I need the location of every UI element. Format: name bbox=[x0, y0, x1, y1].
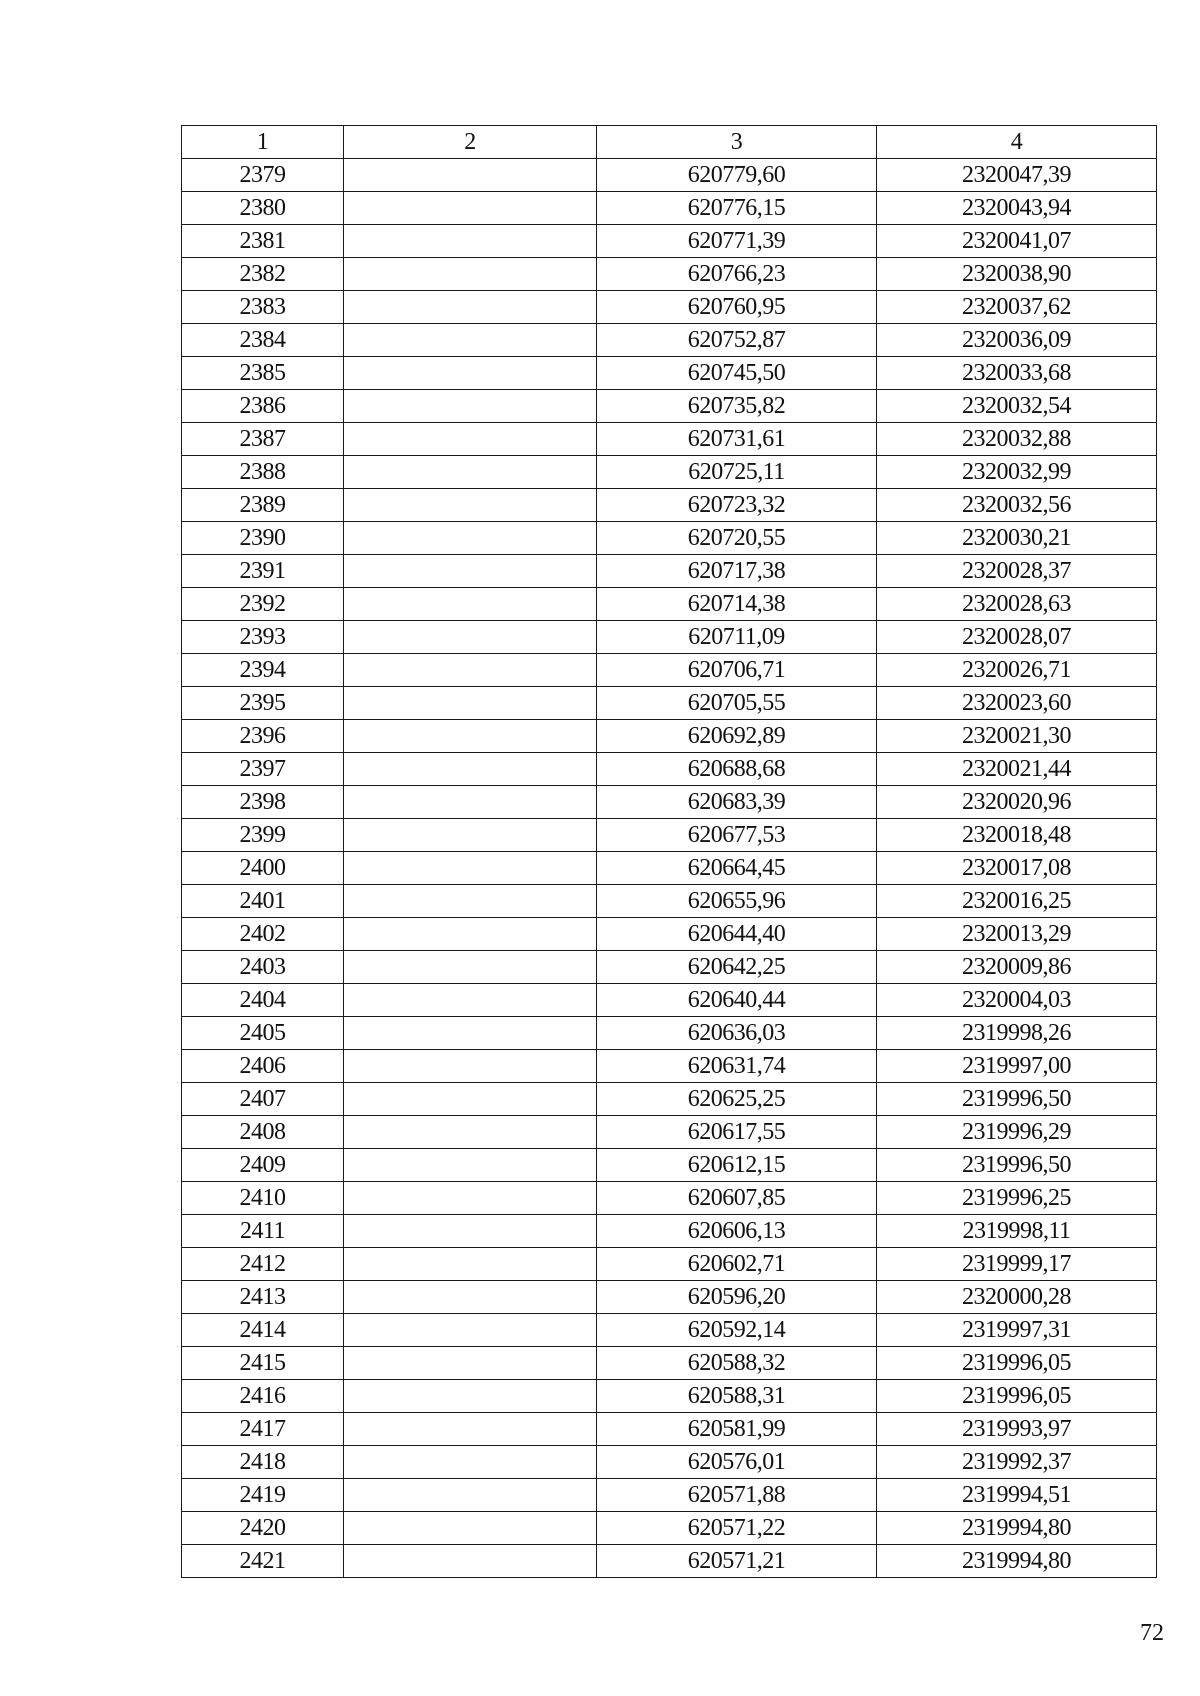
y-coordinate-cell: 2320004,03 bbox=[877, 984, 1157, 1017]
description-cell bbox=[344, 654, 597, 687]
description-cell bbox=[344, 819, 597, 852]
point-number-cell: 2416 bbox=[182, 1380, 344, 1413]
description-cell bbox=[344, 357, 597, 390]
header-col-1: 1 bbox=[182, 126, 344, 159]
x-coordinate-cell: 620636,03 bbox=[597, 1017, 877, 1050]
description-cell bbox=[344, 1017, 597, 1050]
y-coordinate-cell: 2320017,08 bbox=[877, 852, 1157, 885]
x-coordinate-cell: 620602,71 bbox=[597, 1248, 877, 1281]
y-coordinate-cell: 2319997,31 bbox=[877, 1314, 1157, 1347]
description-cell bbox=[344, 423, 597, 456]
x-coordinate-cell: 620688,68 bbox=[597, 753, 877, 786]
x-coordinate-cell: 620771,39 bbox=[597, 225, 877, 258]
y-coordinate-cell: 2320030,21 bbox=[877, 522, 1157, 555]
x-coordinate-cell: 620612,15 bbox=[597, 1149, 877, 1182]
y-coordinate-cell: 2319996,50 bbox=[877, 1149, 1157, 1182]
y-coordinate-cell: 2319999,17 bbox=[877, 1248, 1157, 1281]
point-number-cell: 2406 bbox=[182, 1050, 344, 1083]
x-coordinate-cell: 620644,40 bbox=[597, 918, 877, 951]
table-row bbox=[182, 1479, 1157, 1512]
description-cell bbox=[344, 225, 597, 258]
x-coordinate-cell: 620720,55 bbox=[597, 522, 877, 555]
y-coordinate-cell: 2320041,07 bbox=[877, 225, 1157, 258]
description-cell bbox=[344, 522, 597, 555]
point-number-cell: 2385 bbox=[182, 357, 344, 390]
x-coordinate-cell: 620766,23 bbox=[597, 258, 877, 291]
page-number: 72 bbox=[1140, 1620, 1164, 1646]
point-number-cell: 2383 bbox=[182, 291, 344, 324]
description-cell bbox=[344, 1314, 597, 1347]
table-row bbox=[182, 1545, 1157, 1578]
table-row bbox=[182, 885, 1157, 918]
y-coordinate-cell: 2320016,25 bbox=[877, 885, 1157, 918]
point-number-cell: 2409 bbox=[182, 1149, 344, 1182]
description-cell bbox=[344, 1083, 597, 1116]
y-coordinate-cell: 2320026,71 bbox=[877, 654, 1157, 687]
point-number-cell: 2411 bbox=[182, 1215, 344, 1248]
description-cell bbox=[344, 258, 597, 291]
description-cell bbox=[344, 1281, 597, 1314]
description-cell bbox=[344, 984, 597, 1017]
description-cell bbox=[344, 1149, 597, 1182]
description-cell bbox=[344, 1446, 597, 1479]
table-row bbox=[182, 852, 1157, 885]
x-coordinate-cell: 620571,88 bbox=[597, 1479, 877, 1512]
header-col-2: 2 bbox=[344, 126, 597, 159]
description-cell bbox=[344, 621, 597, 654]
description-cell bbox=[344, 885, 597, 918]
y-coordinate-cell: 2320021,44 bbox=[877, 753, 1157, 786]
description-cell bbox=[344, 1215, 597, 1248]
y-coordinate-cell: 2319992,37 bbox=[877, 1446, 1157, 1479]
description-cell bbox=[344, 951, 597, 984]
description-cell bbox=[344, 324, 597, 357]
x-coordinate-cell: 620655,96 bbox=[597, 885, 877, 918]
table-row bbox=[182, 522, 1157, 555]
table-row bbox=[182, 159, 1157, 192]
x-coordinate-cell: 620588,32 bbox=[597, 1347, 877, 1380]
table-row bbox=[182, 1017, 1157, 1050]
point-number-cell: 2418 bbox=[182, 1446, 344, 1479]
x-coordinate-cell: 620752,87 bbox=[597, 324, 877, 357]
table-row bbox=[182, 1050, 1157, 1083]
table-row bbox=[182, 390, 1157, 423]
y-coordinate-cell: 2319994,80 bbox=[877, 1545, 1157, 1578]
table-row bbox=[182, 258, 1157, 291]
point-number-cell: 2412 bbox=[182, 1248, 344, 1281]
table-row bbox=[182, 918, 1157, 951]
y-coordinate-cell: 2320028,63 bbox=[877, 588, 1157, 621]
x-coordinate-cell: 620606,13 bbox=[597, 1215, 877, 1248]
table-row bbox=[182, 1413, 1157, 1446]
y-coordinate-cell: 2320047,39 bbox=[877, 159, 1157, 192]
table-row bbox=[182, 1512, 1157, 1545]
table-row bbox=[182, 423, 1157, 456]
x-coordinate-cell: 620725,11 bbox=[597, 456, 877, 489]
point-number-cell: 2410 bbox=[182, 1182, 344, 1215]
point-number-cell: 2391 bbox=[182, 555, 344, 588]
point-number-cell: 2381 bbox=[182, 225, 344, 258]
y-coordinate-cell: 2319996,29 bbox=[877, 1116, 1157, 1149]
y-coordinate-cell: 2319998,26 bbox=[877, 1017, 1157, 1050]
table-row bbox=[182, 786, 1157, 819]
table-row bbox=[182, 1380, 1157, 1413]
x-coordinate-cell: 620588,31 bbox=[597, 1380, 877, 1413]
table-row bbox=[182, 1083, 1157, 1116]
y-coordinate-cell: 2320043,94 bbox=[877, 192, 1157, 225]
x-coordinate-cell: 620677,53 bbox=[597, 819, 877, 852]
x-coordinate-cell: 620760,95 bbox=[597, 291, 877, 324]
x-coordinate-cell: 620731,61 bbox=[597, 423, 877, 456]
table-row bbox=[182, 720, 1157, 753]
x-coordinate-cell: 620607,85 bbox=[597, 1182, 877, 1215]
point-number-cell: 2400 bbox=[182, 852, 344, 885]
point-number-cell: 2408 bbox=[182, 1116, 344, 1149]
y-coordinate-cell: 2320036,09 bbox=[877, 324, 1157, 357]
y-coordinate-cell: 2319998,11 bbox=[877, 1215, 1157, 1248]
table-row bbox=[182, 1347, 1157, 1380]
description-cell bbox=[344, 1248, 597, 1281]
description-cell bbox=[344, 390, 597, 423]
description-cell bbox=[344, 1182, 597, 1215]
x-coordinate-cell: 620723,32 bbox=[597, 489, 877, 522]
table-row bbox=[182, 324, 1157, 357]
table-row bbox=[182, 1149, 1157, 1182]
table-body bbox=[182, 159, 1157, 1578]
table-row bbox=[182, 687, 1157, 720]
x-coordinate-cell: 620664,45 bbox=[597, 852, 877, 885]
y-coordinate-cell: 2319993,97 bbox=[877, 1413, 1157, 1446]
y-coordinate-cell: 2319996,25 bbox=[877, 1182, 1157, 1215]
point-number-cell: 2390 bbox=[182, 522, 344, 555]
y-coordinate-cell: 2320013,29 bbox=[877, 918, 1157, 951]
y-coordinate-cell: 2320020,96 bbox=[877, 786, 1157, 819]
x-coordinate-cell: 620571,21 bbox=[597, 1545, 877, 1578]
table-row bbox=[182, 555, 1157, 588]
header-col-4: 4 bbox=[877, 126, 1157, 159]
table-row bbox=[182, 621, 1157, 654]
x-coordinate-cell: 620706,71 bbox=[597, 654, 877, 687]
table-row bbox=[182, 654, 1157, 687]
y-coordinate-cell: 2320000,28 bbox=[877, 1281, 1157, 1314]
x-coordinate-cell: 620692,89 bbox=[597, 720, 877, 753]
x-coordinate-cell: 620640,44 bbox=[597, 984, 877, 1017]
y-coordinate-cell: 2320018,48 bbox=[877, 819, 1157, 852]
x-coordinate-cell: 620717,38 bbox=[597, 555, 877, 588]
point-number-cell: 2399 bbox=[182, 819, 344, 852]
point-number-cell: 2386 bbox=[182, 390, 344, 423]
table-row bbox=[182, 357, 1157, 390]
point-number-cell: 2404 bbox=[182, 984, 344, 1017]
description-cell bbox=[344, 720, 597, 753]
y-coordinate-cell: 2319996,05 bbox=[877, 1347, 1157, 1380]
y-coordinate-cell: 2319996,50 bbox=[877, 1083, 1157, 1116]
header-col-3: 3 bbox=[597, 126, 877, 159]
x-coordinate-cell: 620631,74 bbox=[597, 1050, 877, 1083]
table-row bbox=[182, 1116, 1157, 1149]
table-row bbox=[182, 951, 1157, 984]
x-coordinate-cell: 620596,20 bbox=[597, 1281, 877, 1314]
x-coordinate-cell: 620776,15 bbox=[597, 192, 877, 225]
y-coordinate-cell: 2320038,90 bbox=[877, 258, 1157, 291]
y-coordinate-cell: 2320032,54 bbox=[877, 390, 1157, 423]
point-number-cell: 2403 bbox=[182, 951, 344, 984]
table-row bbox=[182, 456, 1157, 489]
y-coordinate-cell: 2319994,51 bbox=[877, 1479, 1157, 1512]
x-coordinate-cell: 620714,38 bbox=[597, 588, 877, 621]
description-cell bbox=[344, 456, 597, 489]
table-row bbox=[182, 1182, 1157, 1215]
x-coordinate-cell: 620705,55 bbox=[597, 687, 877, 720]
table-row bbox=[182, 192, 1157, 225]
point-number-cell: 2388 bbox=[182, 456, 344, 489]
y-coordinate-cell: 2320033,68 bbox=[877, 357, 1157, 390]
x-coordinate-cell: 620711,09 bbox=[597, 621, 877, 654]
description-cell bbox=[344, 918, 597, 951]
y-coordinate-cell: 2319997,00 bbox=[877, 1050, 1157, 1083]
point-number-cell: 2402 bbox=[182, 918, 344, 951]
table-header bbox=[182, 126, 1157, 159]
description-cell bbox=[344, 555, 597, 588]
point-number-cell: 2401 bbox=[182, 885, 344, 918]
description-cell bbox=[344, 786, 597, 819]
point-number-cell: 2395 bbox=[182, 687, 344, 720]
y-coordinate-cell: 2319994,80 bbox=[877, 1512, 1157, 1545]
table-row bbox=[182, 489, 1157, 522]
x-coordinate-cell: 620735,82 bbox=[597, 390, 877, 423]
x-coordinate-cell: 620617,55 bbox=[597, 1116, 877, 1149]
coordinates-table bbox=[181, 125, 1157, 1578]
x-coordinate-cell: 620581,99 bbox=[597, 1413, 877, 1446]
table-row bbox=[182, 1248, 1157, 1281]
x-coordinate-cell: 620625,25 bbox=[597, 1083, 877, 1116]
description-cell bbox=[344, 852, 597, 885]
table-row bbox=[182, 1281, 1157, 1314]
description-cell bbox=[344, 687, 597, 720]
x-coordinate-cell: 620592,14 bbox=[597, 1314, 877, 1347]
point-number-cell: 2380 bbox=[182, 192, 344, 225]
table-row bbox=[182, 225, 1157, 258]
y-coordinate-cell: 2320037,62 bbox=[877, 291, 1157, 324]
point-number-cell: 2421 bbox=[182, 1545, 344, 1578]
x-coordinate-cell: 620683,39 bbox=[597, 786, 877, 819]
y-coordinate-cell: 2320009,86 bbox=[877, 951, 1157, 984]
description-cell bbox=[344, 753, 597, 786]
description-cell bbox=[344, 291, 597, 324]
table-row bbox=[182, 1314, 1157, 1347]
x-coordinate-cell: 620571,22 bbox=[597, 1512, 877, 1545]
point-number-cell: 2379 bbox=[182, 159, 344, 192]
description-cell bbox=[344, 588, 597, 621]
point-number-cell: 2405 bbox=[182, 1017, 344, 1050]
x-coordinate-cell: 620642,25 bbox=[597, 951, 877, 984]
y-coordinate-cell: 2320032,99 bbox=[877, 456, 1157, 489]
description-cell bbox=[344, 1545, 597, 1578]
point-number-cell: 2389 bbox=[182, 489, 344, 522]
y-coordinate-cell: 2319996,05 bbox=[877, 1380, 1157, 1413]
description-cell bbox=[344, 1479, 597, 1512]
y-coordinate-cell: 2320021,30 bbox=[877, 720, 1157, 753]
point-number-cell: 2413 bbox=[182, 1281, 344, 1314]
y-coordinate-cell: 2320032,56 bbox=[877, 489, 1157, 522]
description-cell bbox=[344, 159, 597, 192]
table-row bbox=[182, 1446, 1157, 1479]
table-row bbox=[182, 588, 1157, 621]
description-cell bbox=[344, 489, 597, 522]
table-row bbox=[182, 984, 1157, 1017]
description-cell bbox=[344, 1050, 597, 1083]
y-coordinate-cell: 2320023,60 bbox=[877, 687, 1157, 720]
point-number-cell: 2419 bbox=[182, 1479, 344, 1512]
table-row bbox=[182, 753, 1157, 786]
point-number-cell: 2393 bbox=[182, 621, 344, 654]
point-number-cell: 2384 bbox=[182, 324, 344, 357]
point-number-cell: 2387 bbox=[182, 423, 344, 456]
point-number-cell: 2396 bbox=[182, 720, 344, 753]
y-coordinate-cell: 2320032,88 bbox=[877, 423, 1157, 456]
x-coordinate-cell: 620576,01 bbox=[597, 1446, 877, 1479]
table-row bbox=[182, 291, 1157, 324]
point-number-cell: 2415 bbox=[182, 1347, 344, 1380]
point-number-cell: 2382 bbox=[182, 258, 344, 291]
description-cell bbox=[344, 1116, 597, 1149]
point-number-cell: 2414 bbox=[182, 1314, 344, 1347]
point-number-cell: 2420 bbox=[182, 1512, 344, 1545]
y-coordinate-cell: 2320028,07 bbox=[877, 621, 1157, 654]
x-coordinate-cell: 620745,50 bbox=[597, 357, 877, 390]
description-cell bbox=[344, 192, 597, 225]
point-number-cell: 2407 bbox=[182, 1083, 344, 1116]
table-row bbox=[182, 1215, 1157, 1248]
y-coordinate-cell: 2320028,37 bbox=[877, 555, 1157, 588]
header-row bbox=[182, 126, 1157, 159]
description-cell bbox=[344, 1347, 597, 1380]
point-number-cell: 2417 bbox=[182, 1413, 344, 1446]
point-number-cell: 2398 bbox=[182, 786, 344, 819]
description-cell bbox=[344, 1380, 597, 1413]
description-cell bbox=[344, 1512, 597, 1545]
point-number-cell: 2394 bbox=[182, 654, 344, 687]
table-row bbox=[182, 819, 1157, 852]
point-number-cell: 2397 bbox=[182, 753, 344, 786]
description-cell bbox=[344, 1413, 597, 1446]
x-coordinate-cell: 620779,60 bbox=[597, 159, 877, 192]
point-number-cell: 2392 bbox=[182, 588, 344, 621]
